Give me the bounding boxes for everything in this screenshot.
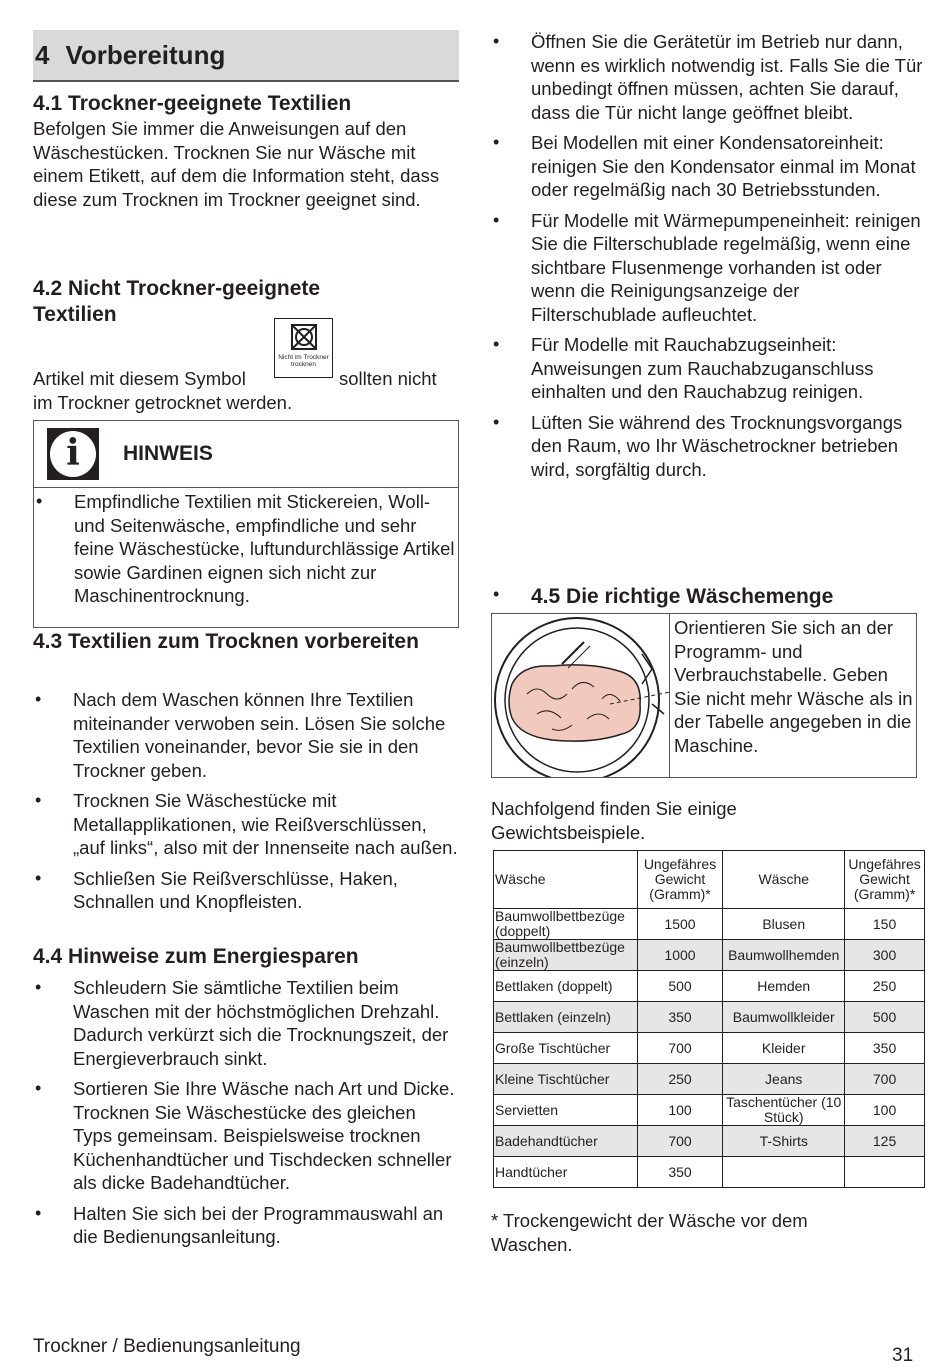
drum-illustration xyxy=(492,614,670,777)
table-cell: Bettlaken (doppelt) xyxy=(494,971,638,1002)
list-item: • Öffnen Sie die Gerätetür im Betrieb nur dann, wenn es wirklich notwendig ist. Falls Sie die Tür unbedingt öffnen müssen, achten Sie darauf, dass die Tür nicht lange geöffnet bleibt. xyxy=(491,30,923,124)
table-cell: Große Tischtücher xyxy=(494,1033,638,1064)
table-cell: 700 xyxy=(637,1033,723,1064)
list-item: • Schließen Sie Reißverschlüsse, Haken, Schnallen und Knopfleisten. xyxy=(33,867,459,914)
no-tumble-dry-symbol xyxy=(274,318,333,378)
table-cell: 250 xyxy=(637,1064,723,1095)
table-cell: 150 xyxy=(845,909,925,940)
energy-tips-list xyxy=(491,30,923,481)
table-row xyxy=(494,1095,925,1126)
table-row xyxy=(494,971,925,1002)
table-header: Wäsche xyxy=(494,851,638,909)
list-item: • Halten Sie sich bei der Programmauswahl an die Bedienungsanleitung. xyxy=(33,1202,459,1249)
table-cell: Kleine Tischtücher xyxy=(494,1064,638,1095)
load-info-box xyxy=(491,613,917,778)
table-row xyxy=(494,940,925,971)
table-row xyxy=(494,909,925,940)
table-cell: Taschentücher (10 Stück) xyxy=(723,1095,845,1126)
table-cell: 350 xyxy=(637,1002,723,1033)
no-tumble-dry-icon xyxy=(289,322,319,352)
chapter-title: Vorbereitung xyxy=(65,39,226,70)
table-row xyxy=(494,1126,925,1157)
list-item: • Für Modelle mit Wärmepumpeneinheit: reinigen Sie die Filterschublade regelmäßig, wenn eine sichtbare Flusenmenge vorhanden ist oder wenn die Reinigungsanzeige der Filterschublade aufleuchtet. xyxy=(491,209,923,327)
right-column: • Öffnen Sie die Gerätetür im Betrieb nur dann, wenn es wirklich notwendig ist. Falls Sie die Tür unbedingt öffnen müssen, achten Sie darauf, dass die Tür nicht lange geöffnet bleibt. • Bei Modellen mit einer Kondensatoreinheit: reinigen Sie den Kondensator einmal im Monat oder regelmäßig nach 30 Betriebsstunden. • Für Modelle mit Wärmepumpeneinheit: reinigen Sie die Filterschublade regelmäßig, wenn eine sichtbare Flusenmenge vorhanden ist oder wenn die Reinigungsanzeige der Filterschublade aufleuchtet. • Für Modelle mit Rauchabzugseinheit: Anweisungen zum Rauchabzuganschluss einhalten und den Rauchabzug reinigen. • Lüften Sie während des Trocknungsvorgangs den Raum, wo Ihr Wäschetrockner betrieben wird, sorgfältig durch. • 4.5 Die richtige Wäschemenge Orientieren Sie sich an der Programm- und Verbrauchstabelle. Geben Sie nicht mehr Wäsche als in der Tabelle angegeben in die Maschine. Nachfolgend finden Sie einige Gewichtsbeispiele. Wäsche Ungefähres Gewicht (Gramm)* Wäsche Ungefähres Gewicht (Gramm)* Baumwollbettbezüge (doppelt) 1500 Blusen 150 Baumwollbettbezüge (einzeln) 1000 Baumwollhemden 300 Bettlaken (doppelt) 500 Hemden 250 Bettlaken (einzeln) 350 Baumwollkleider 500 Große Tischtücher 700 Kleider 350 Kleine Tischtücher 250 Jeans 700 Servietten 100 Taschentücher (10 Stück) 100 Badehandtücher 700 T-Shirts 125 Handtücher 350 * Trockengewicht der Wäsche vor dem Waschen. xyxy=(491,30,923,488)
hinweis-title: HINWEIS xyxy=(123,442,213,465)
table-cell: Baumwollbettbezüge (einzeln) xyxy=(494,940,638,971)
table-header: Wäsche xyxy=(723,851,845,909)
table-cell: 1000 xyxy=(637,940,723,971)
page-number: 31 xyxy=(892,1345,914,1366)
table-header: Ungefähres Gewicht (Gramm)* xyxy=(845,851,925,909)
section-4-5-title: 4.5 Die richtige Wäschemenge xyxy=(531,585,834,608)
table-cell xyxy=(723,1157,845,1188)
table-cell: Bettlaken (einzeln) xyxy=(494,1002,638,1033)
footer-title: Trockner / Bedienungsanleitung xyxy=(33,1336,301,1357)
chapter-number: 4 xyxy=(35,39,50,70)
table-cell: Jeans xyxy=(723,1064,845,1095)
list-item: • Bei Modellen mit einer Kondensatoreinheit: reinigen Sie den Kondensator einmal im Monat oder regelmäßig nach 30 Betriebsstunden. xyxy=(491,131,923,202)
table-cell: 500 xyxy=(845,1002,925,1033)
load-info-text: Orientieren Sie sich an der Programm- und Verbrauchstabelle. Geben Sie nicht mehr Wäsche als in der Tabelle angegeben in die Maschine. xyxy=(674,617,913,756)
list-item: • Für Modelle mit Rauchabzugseinheit: Anweisungen zum Rauchabzuganschluss einhalten und den Rauchabzug reinigen. xyxy=(491,333,923,404)
info-icon: i xyxy=(47,428,99,480)
table-cell: 100 xyxy=(845,1095,925,1126)
section-4-3-list xyxy=(33,688,459,921)
table-cell: Hemden xyxy=(723,971,845,1002)
list-item: • Nach dem Waschen können Ihre Textilien miteinander verwoben sein. Lösen Sie solche Textilien voneinander, bevor Sie sie in den Trockner geben. xyxy=(33,688,459,782)
list-item: • Sortieren Sie Ihre Wäsche nach Art und Dicke. Trocknen Sie Wäschestücke des gleichen Typs gemeinsam. Beispielsweise trocknen Küchenhandtücher und Tischdecken schneller als dicke Badehandtücher. xyxy=(33,1077,459,1195)
table-row xyxy=(494,1064,925,1095)
list-item: • Lüften Sie während des Trocknungsvorgangs den Raum, wo Ihr Wäschetrockner betrieben wird, sorgfältig durch. xyxy=(491,411,923,482)
hinweis-header xyxy=(34,421,458,488)
table-cell: 100 xyxy=(637,1095,723,1126)
section-4-2-text xyxy=(33,367,246,391)
table-header: Ungefähres Gewicht (Gramm)* xyxy=(637,851,723,909)
table-cell: Blusen xyxy=(723,909,845,940)
hinweis-box xyxy=(33,420,459,628)
text-after-symbol: sollten nicht xyxy=(339,368,437,389)
section-4-1-text: Befolgen Sie immer die Anweisungen auf den Wäschestücken. Trocknen Sie nur Wäsche mit einem Etikett, auf dem die Information steht, dass diese zum Trocknen im Trockner geeignet sind. xyxy=(33,118,440,210)
weights-intro: Nachfolgend finden Sie einige Gewichtsbeispiele. xyxy=(491,798,737,843)
table-cell: Baumwollbettbezüge (doppelt) xyxy=(494,909,638,940)
table-cell: Baumwollhemden xyxy=(723,940,845,971)
section-4-1-title: 4.1 Trockner-geeignete Textilien xyxy=(33,92,352,115)
table-row xyxy=(494,1033,925,1064)
table-cell: 125 xyxy=(845,1126,925,1157)
table-cell: 500 xyxy=(637,971,723,1002)
text-before-symbol: Artikel mit diesem Symbol xyxy=(33,368,246,389)
dryer-drum-icon xyxy=(492,614,670,777)
table-cell: 300 xyxy=(845,940,925,971)
table-cell: T-Shirts xyxy=(723,1126,845,1157)
table-cell: Servietten xyxy=(494,1095,638,1126)
section-4-2-title: 4.2 Nicht Trockner-geeignete Textilien xyxy=(33,277,321,326)
table-cell: 250 xyxy=(845,971,925,1002)
left-column xyxy=(33,30,459,1247)
table-cell: 350 xyxy=(637,1157,723,1188)
section-4-4-title: 4.4 Hinweise zum Energiesparen xyxy=(33,945,359,968)
table-cell: Handtücher xyxy=(494,1157,638,1188)
table-cell: 1500 xyxy=(637,909,723,940)
chapter-heading xyxy=(33,30,459,82)
weights-table xyxy=(493,850,925,1188)
section-4-3-title: 4.3 Textilien zum Trocknen vorbereiten xyxy=(33,630,419,653)
table-cell: 350 xyxy=(845,1033,925,1064)
table-footnote: * Trockengewicht der Wäsche vor dem Waschen. xyxy=(491,1210,808,1255)
table-header-row xyxy=(494,851,925,909)
hinweis-item: • Empfindliche Textilien mit Stickereien, Woll- und Seitenwäsche, empfindliche und sehr feine Wäschestücke, luftundurchlässige Artikel sowie Gardinen eignen sich nicht zur Maschinentrocknung. xyxy=(34,490,458,608)
table-cell: 700 xyxy=(637,1126,723,1157)
table-cell: 700 xyxy=(845,1064,925,1095)
list-item: • Trocknen Sie Wäschestücke mit Metallapplikationen, wie Reißverschlüssen, „auf links“, also mit der Innenseite nach außen. xyxy=(33,789,459,860)
section-4-4-list xyxy=(33,976,459,1256)
table-cell: Kleider xyxy=(723,1033,845,1064)
table-row xyxy=(494,1002,925,1033)
list-item: • Schleudern Sie sämtliche Textilien beim Waschen mit der höchstmöglichen Drehzahl. Dadurch verkürzt sich die Trocknungszeit, der Energieverbrauch sinkt. xyxy=(33,976,459,1070)
table-row xyxy=(494,1157,925,1188)
table-cell: Baumwollkleider xyxy=(723,1002,845,1033)
table-cell: Badehandtücher xyxy=(494,1126,638,1157)
symbol-caption: Nicht im Trockner trocknen xyxy=(278,354,329,368)
table-cell xyxy=(845,1157,925,1188)
section-4-2-line2: im Trockner getrocknet werden. xyxy=(33,392,293,413)
